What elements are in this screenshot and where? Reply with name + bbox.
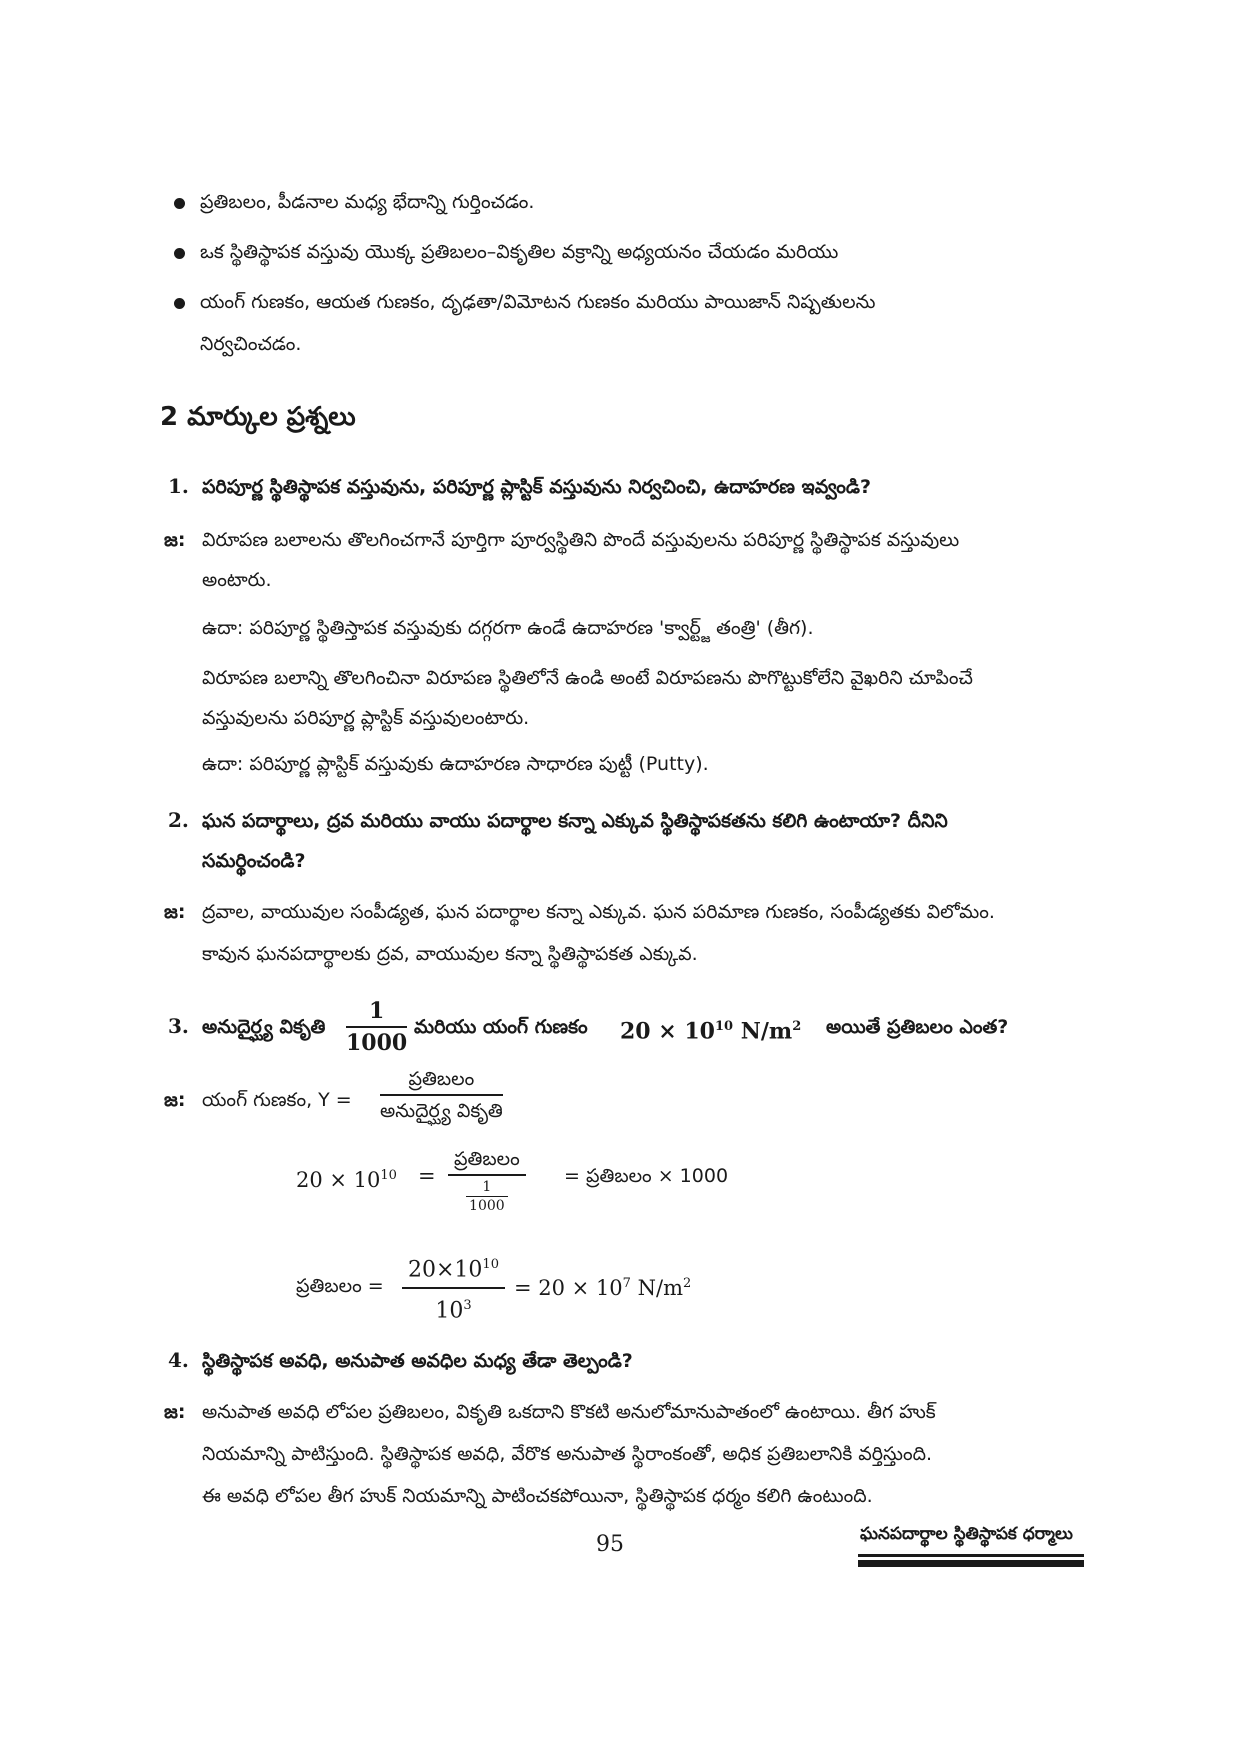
bullet-icon [174,298,185,309]
inner-numerator: 1 [466,1178,508,1197]
lhs-base: 20 × 10 [296,1168,381,1192]
inner-denominator: 1000 [469,1198,505,1214]
unit-exponent: 2 [683,1276,692,1291]
equation-1-rhs: = ప్రతిబలం × 1000 [564,1165,729,1187]
question-number: 4. [168,1348,189,1372]
fraction-numerator: ప్రతిబలం [380,1066,503,1096]
equation-2-lhs: ప్రతిబలం = [296,1275,384,1297]
question-number: 3. [168,1014,189,1038]
answer-label: జ: [164,1401,186,1423]
answer-line: కావున ఘనపదార్థాలకు ద్రవ, వాయువుల కన్నా స్థితిస్థాపకత ఎక్కువ. [202,943,698,965]
answer-line: నియమాన్ని పాటిస్తుంది. స్థితిస్థాపక అవధి, వేరొక అనుపాత స్థిరాంకంతో, అధిక ప్రతిబలానికి వర్తిస్తుంది. [202,1443,933,1465]
youngs-modulus-fraction [380,1066,503,1124]
objective-item-continued: నిర్వచించడం. [200,333,302,355]
question-text: అనుదైర్ఘ్య వికృతి [202,1016,326,1038]
question-text: స్థితిస్థాపక అవధి, అనుపాత అవధిల మధ్య తేడా తెల్పండి? [202,1350,633,1372]
bullet-icon [174,248,185,259]
answer-label: జ: [164,529,186,551]
value-base: 20 × 10 [620,1018,715,1045]
equation-1-fraction [448,1146,526,1215]
fraction-denominator: అనుదైర్ఘ్య వికృతి [380,1100,503,1122]
num-base: 20×10 [408,1257,483,1283]
footer-rule-thin [858,1554,1084,1557]
equation-2-rhs [514,1270,691,1302]
den-base: 10 [435,1298,464,1324]
question-text: ఘన పదార్థాలు, ద్రవ మరియు వాయు పదార్థాల కన్నా ఎక్కువ స్థితిస్థాపకతను కలిగి ఉంటాయా? దీనిని [202,810,948,832]
objective-item: ప్రతిబలం, పీడనాల మధ్య భేదాన్ని గుర్తించడం. [200,191,535,213]
answer-line: ద్రవాల, వాయువుల సంపీడ్యత, ఘన పదార్థాల కన్నా ఎక్కువ. ఘన పరిమాణ గుణకం, సంపీడ్యతకు విలోమం. [202,901,995,923]
question-number: 1. [168,474,189,498]
youngs-modulus-value [620,1012,801,1046]
bullet-icon [174,198,185,209]
question-text-continued: సమర్థించండి? [202,850,306,872]
answer-line: అనుపాత అవధి లోపల ప్రతిబలం, వికృతి ఒకదాని కొకటి అనులోమానుపాతంలో ఉంటాయి. తీగ హుక్ [202,1401,936,1423]
answer-line: వస్తువులను పరిపూర్ణ ప్లాస్టిక్ వస్తువులంటారు. [202,707,530,729]
page-number: 95 [596,1532,624,1557]
strain-fraction [346,998,407,1056]
footer-rule-thick [858,1560,1084,1567]
fraction-numerator: ప్రతిబలం [448,1146,526,1176]
question-text: అయితే ప్రతిబలం ఎంత? [826,1016,1009,1038]
chapter-title: ఘనపదార్థాల స్థితిస్థాపక ధర్మాలు [860,1524,1073,1544]
num-exponent: 10 [482,1257,499,1272]
question-number: 2. [168,808,189,832]
question-text: మరియు యంగ్ గుణకం [414,1016,588,1038]
equals-sign: = [418,1164,436,1188]
lhs-exponent: 10 [380,1168,397,1183]
unit-exponent: 2 [792,1019,802,1034]
equation-1-lhs [296,1162,397,1194]
fraction-denominator: 1000 [346,1030,408,1056]
fraction-denominator [448,1176,526,1215]
section-title: 2 మార్కుల ప్రశ్నలు [160,402,356,432]
answer-line: అంటారు. [202,569,272,591]
example-line: ఉదా: పరిపూర్ణ ప్లాస్టిక్ వస్తువుకు ఉదాహరణ సాధారణ పుట్టీ (Putty). [202,753,709,775]
example-line: ఉదా: పరిపూర్ణ స్థితిస్తాపక వస్తువుకు దగ్గరగా ఉండే ఉదాహరణ 'క్వార్ట్జ్ తంత్రి' (తీగ). [202,617,814,639]
formula-label: యంగ్ గుణకం, Y = [202,1089,352,1111]
value-unit: N/m [740,1018,793,1045]
equation-2-fraction [402,1250,505,1327]
objective-item: యంగ్ గుణకం, ఆయత గుణకం, దృఢతా/విమోటన గుణకం మరియు పాయిజాన్ నిష్పతులను [200,291,876,313]
answer-line: ఈ అవధి లోపల తీగ హుక్ నియమాన్ని పాటించకపోయినా, స్థితిస్థాపక ధర్మం కలిగి ఉంటుంది. [202,1485,873,1507]
answer-label: జ: [164,1089,186,1111]
rhs-exponent: 7 [622,1276,631,1291]
rhs-base: = 20 × 10 [514,1276,623,1300]
value-exponent: 10 [714,1019,734,1034]
question-text: పరిపూర్ణ స్థితిస్థాపక వస్తువును, పరిపూర్ణ ప్లాస్టిక్ వస్తువును నిర్వచించి, ఉదాహరణ ఇవ్వండి? [202,476,872,498]
fraction-numerator [402,1250,505,1289]
den-exponent: 3 [463,1298,472,1314]
fraction-denominator [402,1289,505,1326]
rhs-unit: N/m [637,1276,684,1300]
answer-line: విరూపణ బలాలను తొలగించగానే పూర్తిగా పూర్వస్థితిని పొందే వస్తువులను పరిపూర్ణ స్థితిస్థాపక వస్తువులు [202,529,960,551]
fraction-numerator: 1 [346,998,407,1028]
answer-line: విరూపణ బలాన్ని తొలగించినా విరూపణ స్థితిలోనే ఉండి అంటే విరూపణను పొగొట్టుకోలేని వైఖరిని చూపించే [202,667,973,689]
objective-item: ఒక స్థితిస్థాపక వస్తువు యొక్క ప్రతిబలం–వికృతిల వక్రాన్ని అధ్యయనం చేయడం మరియు [200,241,839,263]
answer-label: జ: [164,901,186,923]
